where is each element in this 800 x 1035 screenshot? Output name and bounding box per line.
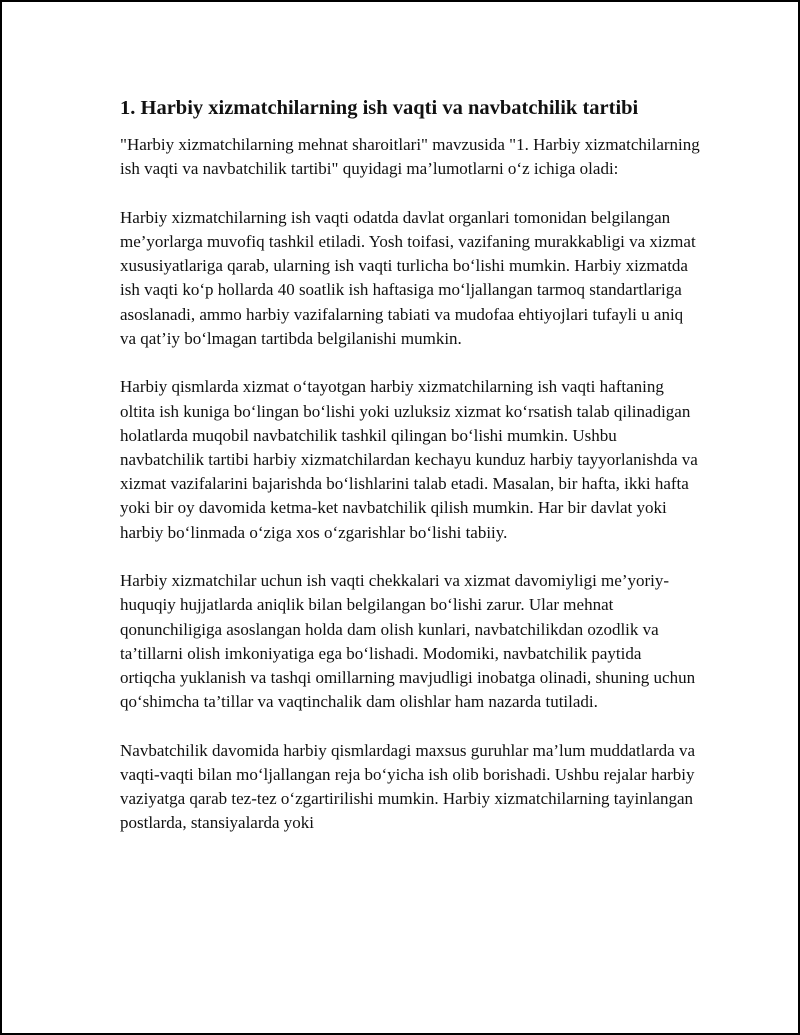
paragraph-duty-schedule: Harbiy qismlarda xizmat o‘tayotgan harbiy xizmatchilarning ish vaqti haftaning oltita ish kuniga bo‘lingan bo‘lishi yoki uzluksiz xizmat ko‘rsatish talab qilinadigan holatlarda muqobil navbatchilik tashkil qilingan bo‘lishi mumkin. Ushbu navbatchilik tartibi harbiy xizmatchilardan kechayu kunduz harbiy tayyorlanishda va xizmat vazifalarini bajarishda bo‘lishlarini talab etadi. Masalan, bir hafta, ikki hafta yoki bir oy davomida ketma-ket navbatchilik qilish mumkin. Har bir davlat yoki harbiy bo‘linmada o‘ziga xos o‘zgarishlar bo‘lishi tabiiy.: [120, 377, 698, 542]
paragraph-working-hours: Harbiy xizmatchilarning ish vaqti odatda davlat organlari tomonidan belgilangan me’yorlarga muvofiq tashkil etiladi. Yosh toifasi, vazifaning murakkabligi va xizmat xususiyatlariga qarab, ularning ish vaqti turlicha bo‘lishi mumkin. Harbiy xizmatda ish vaqti ko‘p hollarda 40 soatlik ish haftasiga mo‘ljallangan tarmoq standartlariga asoslanadi, ammo harbiy vazifalarning tabiati va mudofaa ehtiyojlari tufayli u aniq va qat’iy bo‘lmagan tartibda belgilanishi mumkin.: [120, 207, 696, 348]
paragraph-duty-groups: Navbatchilik davomida harbiy qismlardagi maxsus guruhlar ma’lum muddatlarda va vaqti-vaqti bilan mo‘ljallangan reja bo‘yicha ish olib borishadi. Ushbu rejalar harbiy vaziyatga qarab tez-tez o‘zgartirilishi mumkin. Harbiy xizmatchilarning tayinlangan postlarda, stansiyalarda yoki: [120, 740, 696, 833]
paragraph-legal-limits: Harbiy xizmatchilar uchun ish vaqti chekkalari va xizmat davomiyligi me’yoriy-huquqiy hujjatlarda aniqlik bilan belgilangan bo‘lishi zarur. Ular mehnat qonunchiligiga asoslangan holda dam olish kunlari, navbatchilikdan ozodlik va ta’tillarni olish imkoniyatiga ega bo‘lishadi. Modomiki, navbatchilik paytida ortiqcha yuklanish va tashqi omillarning mavjudligi inobatga olinadi, shuning uchun qo‘shimcha ta’tillar va vaqtinchalik dam olishlar ham nazarda tutiladi.: [120, 571, 696, 712]
document-body: [120, 94, 700, 860]
section-heading: 1. Harbiy xizmatchilarning ish vaqti va navbatchilik tartibi: [120, 97, 639, 119]
intro-paragraph: "Harbiy xizmatchilarning mehnat sharoitlari" mavzusida "1. Harbiy xizmatchilarning ish vaqti va navbatchilik tartibi" quyidagi ma’lumotlarni o‘z ichiga oladi:: [120, 135, 700, 179]
